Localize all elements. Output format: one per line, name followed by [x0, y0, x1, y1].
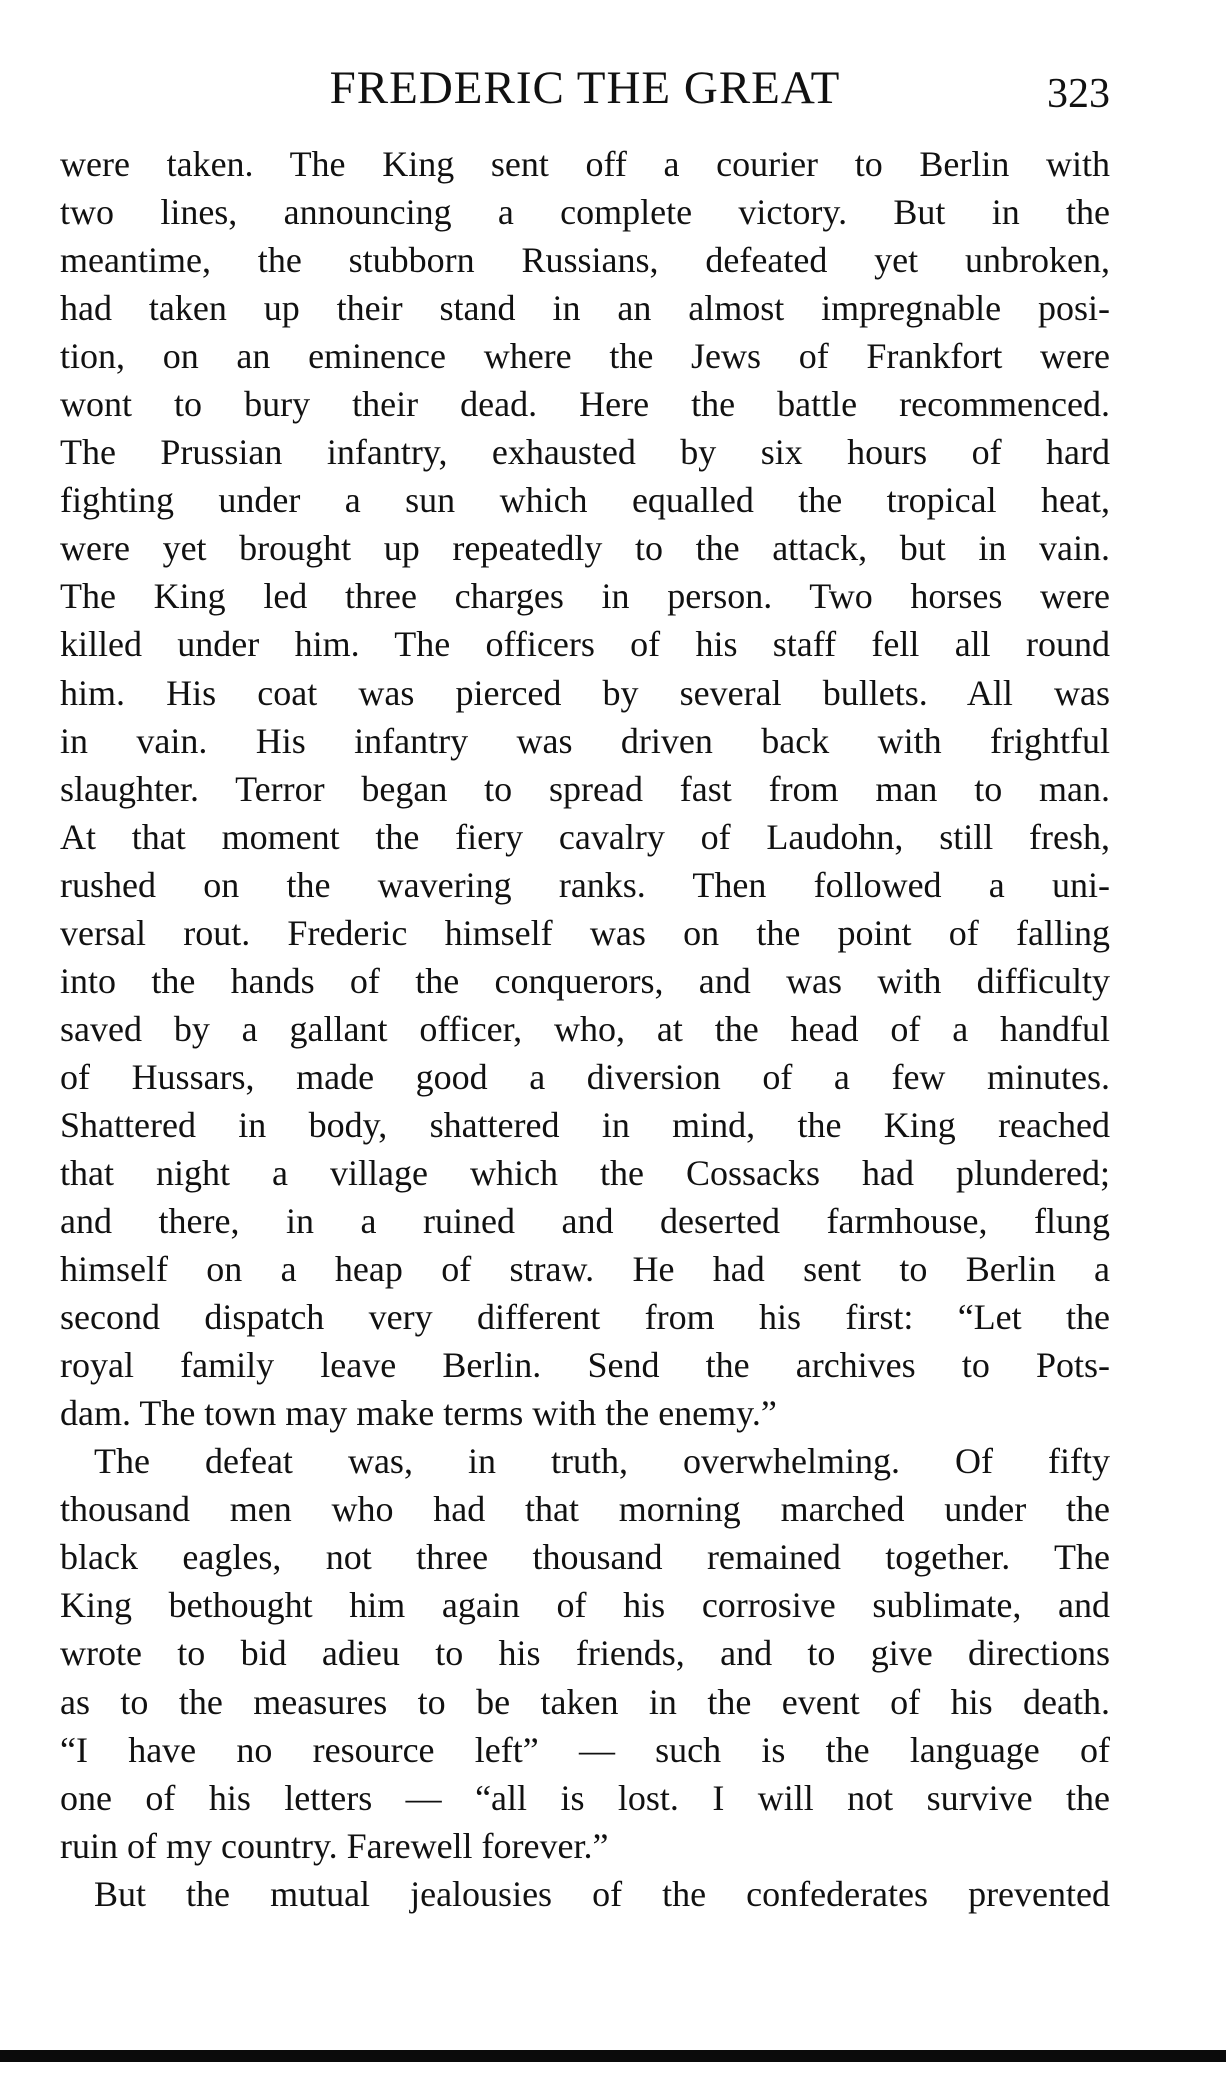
- text-line: wont to bury their dead. Here the battle recommenced.: [60, 384, 1110, 425]
- text-line: fighting under a sun which equalled the tropical heat,: [60, 480, 1110, 521]
- text-line: Shattered in body, shattered in mind, the King reached: [60, 1104, 1110, 1145]
- paragraph-end-line: ruin of my country. Farewell forever.”: [60, 1825, 609, 1866]
- text-line: rushed on the wavering ranks. Then followed a uni-: [60, 864, 1110, 905]
- text-line: of Hussars, made good a diversion of a few minutes.: [60, 1056, 1110, 1097]
- text-line: tion, on an eminence where the Jews of Frankfort were: [60, 336, 1110, 377]
- text-line: himself on a heap of straw. He had sent to Berlin a: [60, 1249, 1110, 1290]
- text-line: into the hands of the conquerors, and was with difficulty: [60, 960, 1110, 1001]
- text-line: King bethought him again of his corrosive sublimate, and: [60, 1585, 1110, 1626]
- paragraph-end-line: dam. The town may make terms with the enemy.”: [60, 1393, 777, 1434]
- text-line: meantime, the stubborn Russians, defeated yet unbroken,: [60, 240, 1110, 281]
- text-line: second dispatch very different from his first: “Let the: [60, 1297, 1110, 1338]
- text-line: him. His coat was pierced by several bullets. All was: [60, 672, 1110, 713]
- text-line: The King led three charges in person. Two horses were: [60, 576, 1110, 617]
- text-line: were yet brought up repeatedly to the attack, but in vain.: [60, 528, 1110, 569]
- text-line: in vain. His infantry was driven back with frightful: [60, 720, 1110, 761]
- bottom-rule: [0, 2050, 1226, 2062]
- text-line: two lines, announcing a complete victory. But in the: [60, 192, 1110, 233]
- running-head: [60, 58, 1110, 118]
- text-line: as to the measures to be taken in the event of his death.: [60, 1681, 1110, 1722]
- text-line: black eagles, not three thousand remained together. The: [60, 1537, 1110, 1578]
- running-title: FREDERIC THE GREAT: [329, 62, 841, 114]
- text-line: slaughter. Terror began to spread fast from man to man.: [60, 768, 1110, 809]
- text-line: had taken up their stand in an almost impregnable posi-: [60, 288, 1110, 329]
- text-line: were taken. The King sent off a courier to Berlin with: [60, 144, 1110, 184]
- page-number: 323: [1047, 71, 1110, 117]
- text-line: that night a village which the Cossacks had plundered;: [60, 1152, 1110, 1193]
- text-line: one of his letters — “all is lost. I will not survive the: [60, 1777, 1110, 1818]
- text-line: wrote to bid adieu to his friends, and to give directions: [60, 1633, 1110, 1674]
- text-line: killed under him. The officers of his staff fell all round: [60, 624, 1110, 665]
- text-line: and there, in a ruined and deserted farmhouse, flung: [60, 1201, 1110, 1242]
- paragraph-start-line: The defeat was, in truth, overwhelming. Of fifty: [94, 1441, 1110, 1482]
- text-line: saved by a gallant officer, who, at the head of a handful: [60, 1008, 1110, 1049]
- text-line: “I have no resource left” — such is the language of: [60, 1729, 1110, 1770]
- text-line: thousand men who had that morning marched under the: [60, 1489, 1110, 1530]
- body-text: [60, 140, 1110, 1918]
- paragraph-start-line: But the mutual jealousies of the confederates prevented: [94, 1873, 1110, 1914]
- text-line: versal rout. Frederic himself was on the point of falling: [60, 912, 1110, 953]
- text-line: At that moment the fiery cavalry of Laudohn, still fresh,: [60, 816, 1110, 857]
- text-line: The Prussian infantry, exhausted by six hours of hard: [60, 432, 1110, 473]
- text-line: royal family leave Berlin. Send the archives to Pots-: [60, 1345, 1110, 1386]
